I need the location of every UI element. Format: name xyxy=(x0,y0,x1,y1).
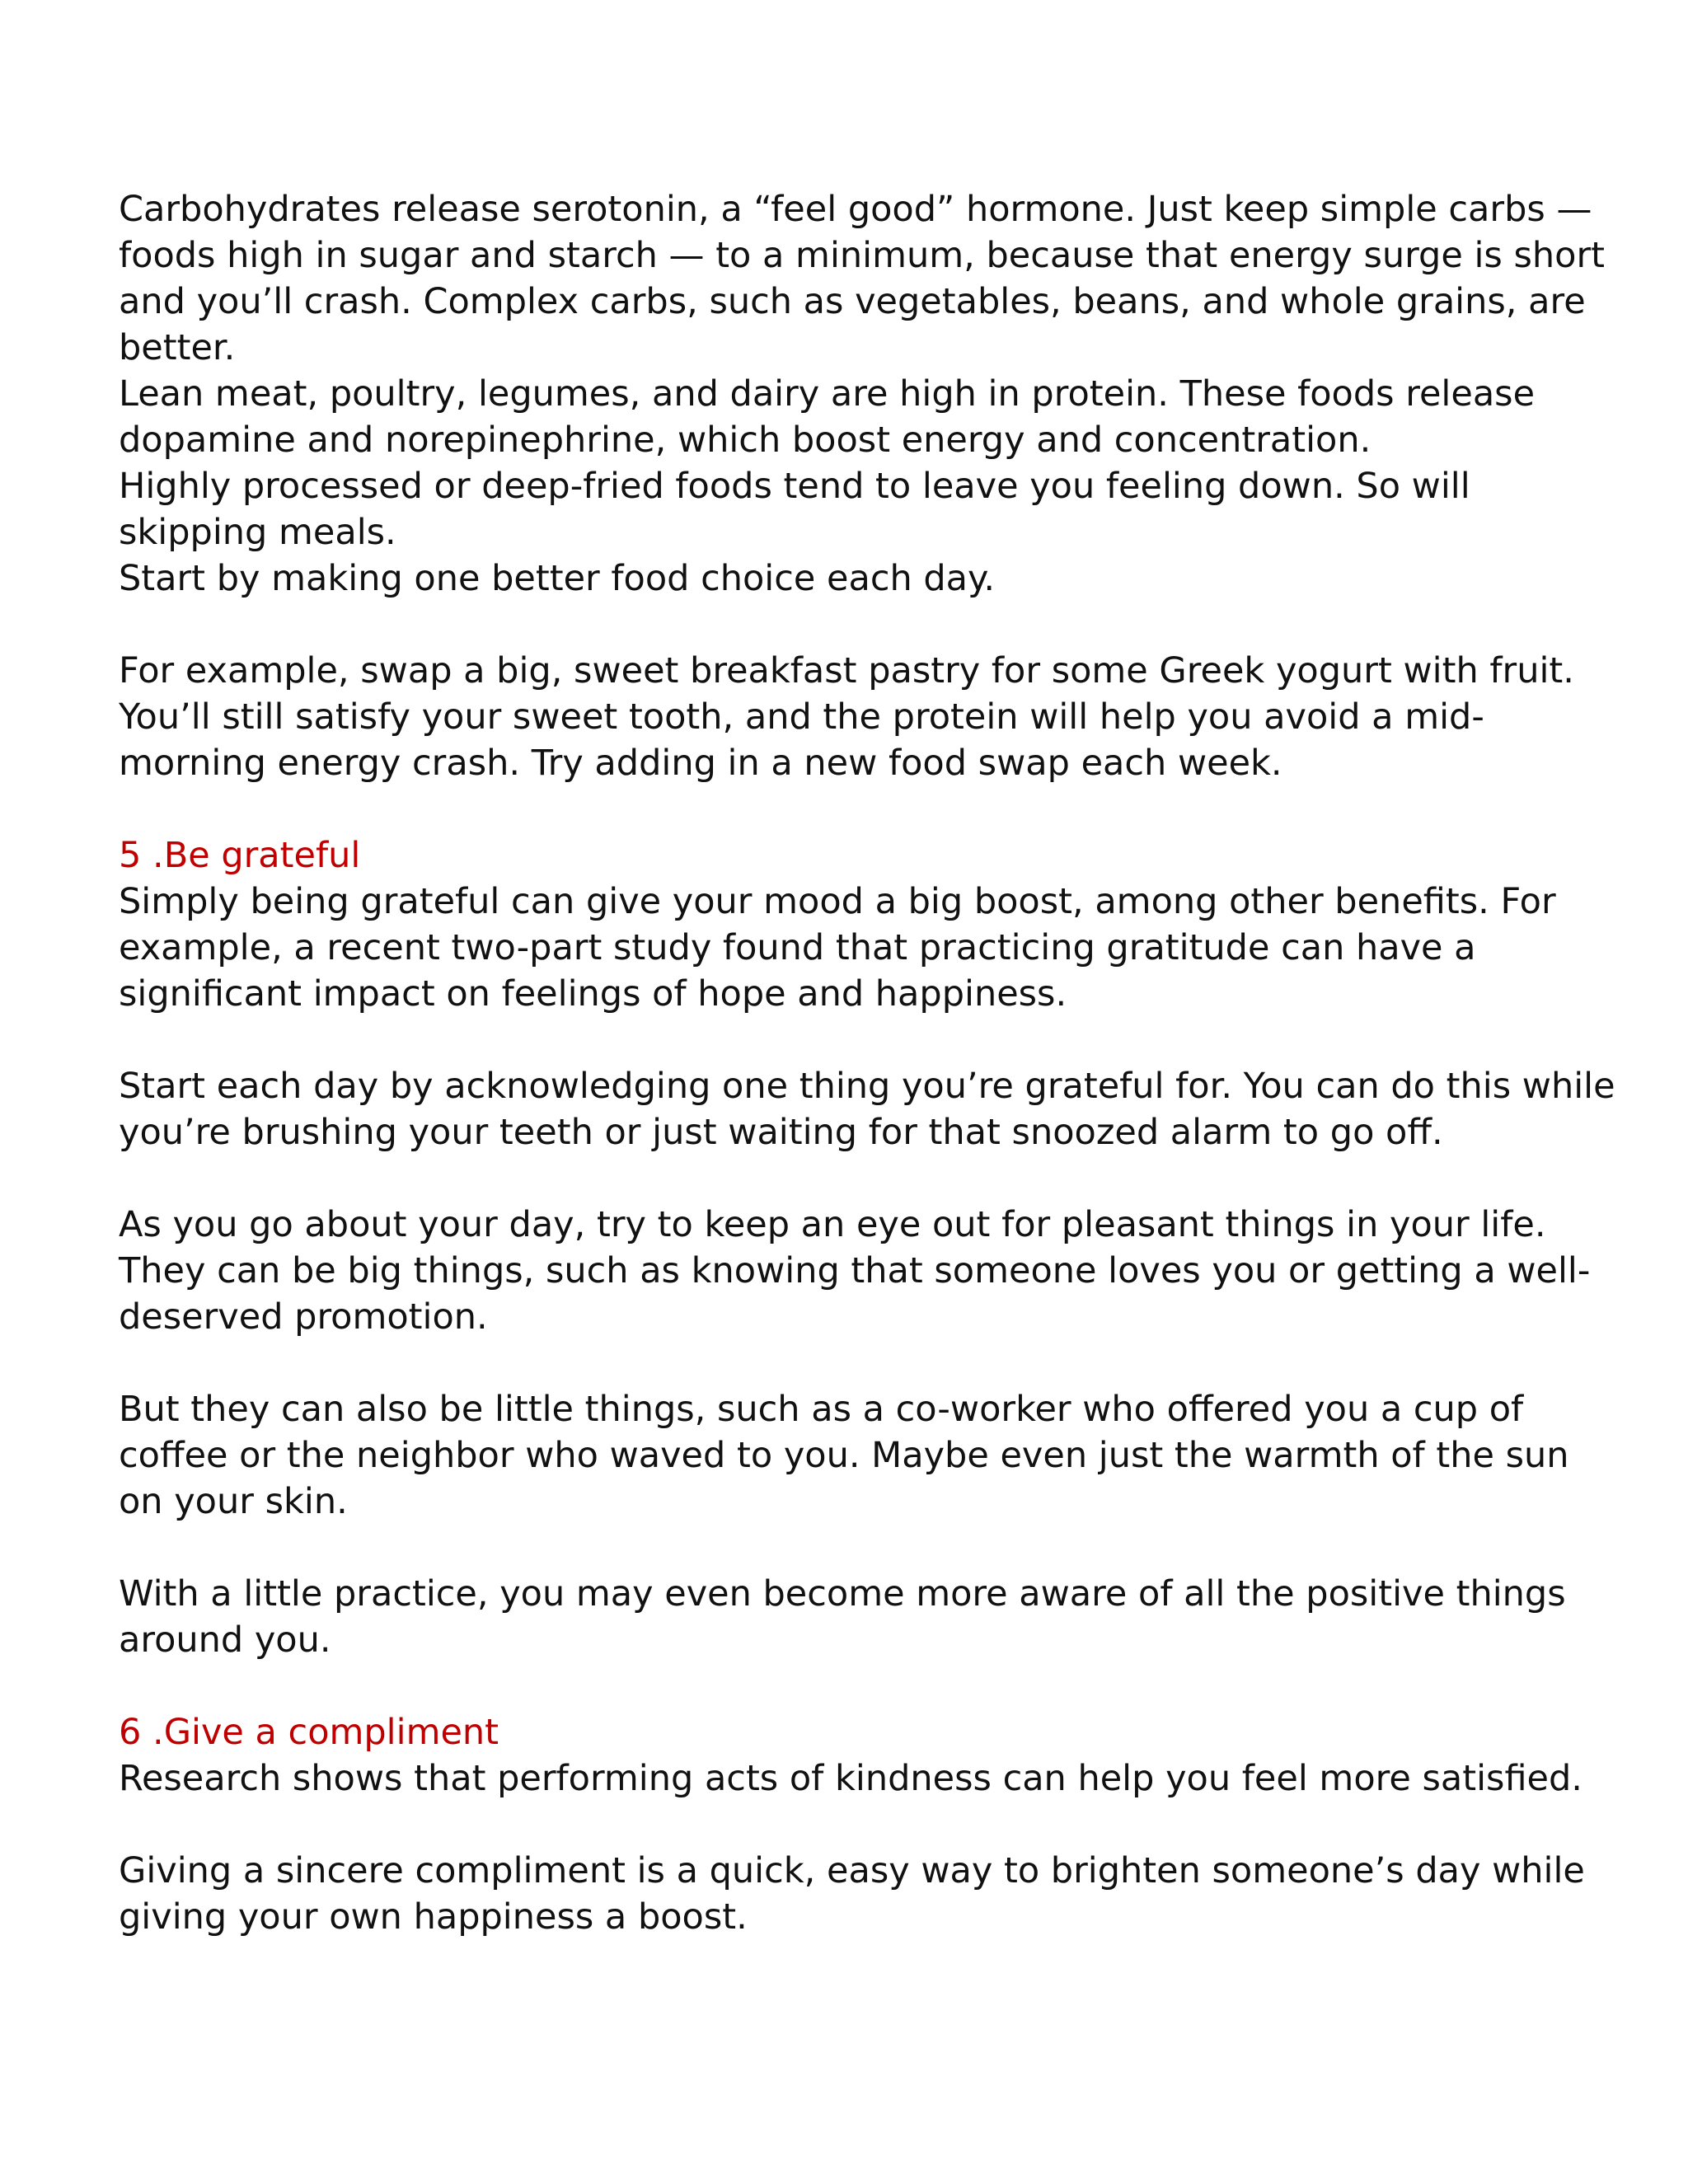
text-line: dopamine and norepinephrine, which boost energy and concentration. xyxy=(119,419,1372,461)
section-heading: 6 .Give a compliment xyxy=(119,1712,499,1753)
text-line: Highly processed or deep-fried foods tend to leave you feeling down. So will xyxy=(119,466,1470,507)
text-line: Start by making one better food choice each day. xyxy=(119,558,996,599)
paragraph-spacer xyxy=(119,1017,1586,1063)
paragraph xyxy=(119,1755,1586,1802)
text-line: Lean meat, poultry, legumes, and dairy are high in protein. These foods release xyxy=(119,373,1536,415)
paragraph xyxy=(119,1571,1586,1663)
paragraph xyxy=(119,186,1605,602)
text-line: For example, swap a big, sweet breakfast pastry for some Greek yogurt with fruit. xyxy=(119,650,1574,691)
text-line: Simply being grateful can give your mood a big boost, among other benefits. For xyxy=(119,881,1556,922)
text-line: example, a recent two-part study found that practicing gratitude can have a xyxy=(119,927,1476,968)
text-line: Start each day by acknowledging one thing you’re grateful for. You can do this while xyxy=(119,1066,1615,1107)
text-line: Research shows that performing acts of kindness can help you feel more satisfied. xyxy=(119,1758,1582,1799)
paragraph xyxy=(119,1063,1615,1155)
text-line: deserved promotion. xyxy=(119,1296,488,1338)
paragraph-spacer xyxy=(119,1663,1586,1709)
text-line: As you go about your day, try to keep an eye out for pleasant things in your life. xyxy=(119,1204,1546,1245)
text-line: giving your own happiness a boost. xyxy=(119,1896,748,1938)
paragraph xyxy=(119,879,1586,1017)
text-line: around you. xyxy=(119,1619,331,1661)
text-line: better. xyxy=(119,327,236,368)
text-line: Giving a sincere compliment is a quick, easy way to brighten someone’s day while xyxy=(119,1850,1585,1891)
text-line: But they can also be little things, such as a co-worker who offered you a cup of xyxy=(119,1389,1524,1430)
text-line: you’re brushing your teeth or just waiting for that snoozed alarm to go off. xyxy=(119,1112,1443,1153)
text-line: and you’ll crash. Complex carbs, such as vegetables, beans, and whole grains, are xyxy=(119,281,1586,322)
paragraph-spacer xyxy=(119,1340,1586,1386)
paragraph xyxy=(119,1386,1586,1525)
text-line: foods high in sugar and starch — to a minimum, because that energy surge is short xyxy=(119,235,1605,276)
text-line: You’ll still satisfy your sweet tooth, and the protein will help you avoid a mid- xyxy=(119,696,1484,738)
paragraph xyxy=(119,1202,1591,1340)
section-heading: 5 .Be grateful xyxy=(119,835,361,876)
text-line: They can be big things, such as knowing that someone loves you or getting a well- xyxy=(119,1250,1591,1291)
text-line: With a little practice, you may even become more aware of all the positive things xyxy=(119,1573,1566,1615)
text-line: Carbohydrates release serotonin, a “feel good” hormone. Just keep simple carbs — xyxy=(119,189,1592,230)
document-body xyxy=(119,186,1615,1940)
text-line: coffee or the neighbor who waved to you. Maybe even just the warmth of the sun xyxy=(119,1435,1569,1476)
paragraph xyxy=(119,1848,1586,1940)
text-line: morning energy crash. Try adding in a new food swap each week. xyxy=(119,743,1282,784)
paragraph-spacer xyxy=(119,1525,1586,1571)
paragraph-spacer xyxy=(119,1802,1586,1848)
paragraph-spacer xyxy=(119,786,1586,832)
text-line: significant impact on feelings of hope and happiness. xyxy=(119,973,1067,1015)
text-line: on your skin. xyxy=(119,1481,348,1522)
paragraph-spacer xyxy=(119,602,1586,648)
paragraph-spacer xyxy=(119,1155,1586,1202)
text-line: skipping meals. xyxy=(119,512,396,553)
paragraph xyxy=(119,648,1586,786)
